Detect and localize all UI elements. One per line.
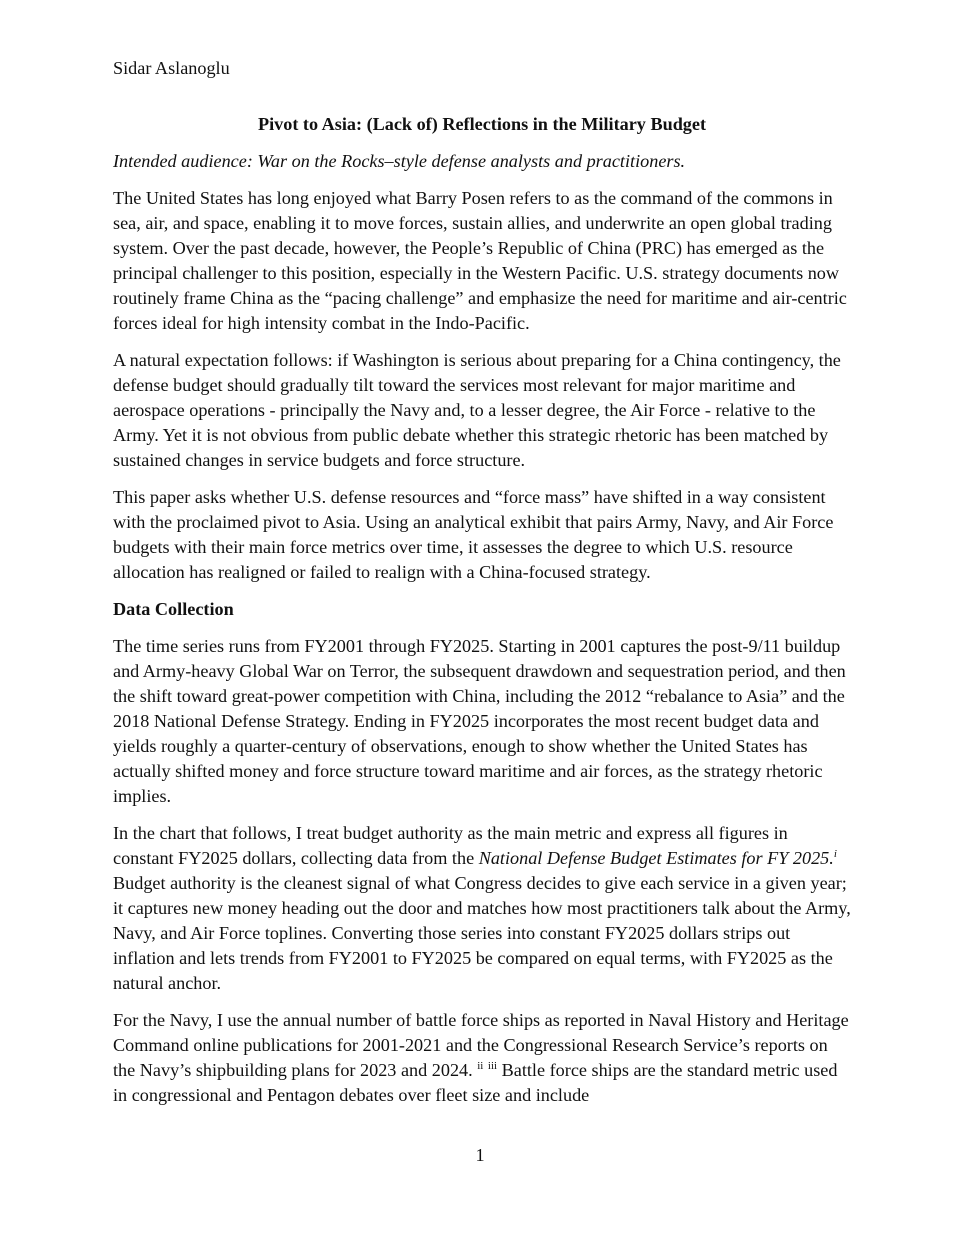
endnote-marker-ii[interactable]: ii bbox=[477, 1059, 484, 1072]
intended-audience: Intended audience: War on the Rocks–style defense analysts and practitioners. bbox=[113, 151, 686, 171]
intro-paragraph-1: The United States has long enjoyed what Barry Posen refers to as the command of the commons in sea, air, and space, enabling it to move forces, sustain allies, and underwrite an open global trading system. Over the past decade, however, the People’s Republic of China (PRC) has emerged as the principal challenger to this position, especially in the Western Pacific. U.S. strategy documents now routinely frame China as the “pacing challenge” and emphasize the need for maritime and air-centric forces ideal for high intensity combat in the Indo-Pacific. bbox=[113, 188, 847, 333]
data-paragraph-navy-ships bbox=[113, 1008, 851, 1108]
source-citation-title: National Defense Budget Estimates for FY 2025. bbox=[478, 848, 834, 868]
page-number: 1 bbox=[475, 1145, 485, 1165]
intro-paragraph-3: This paper asks whether U.S. defense resources and “force mass” have shifted in a way consistent with the proclaimed pivot to Asia. Using an analytical exhibit that pairs Army, Navy, and Air Force budgets with their main force metrics over time, it assesses the degree to which U.S. resource allocation has realigned or failed to realign with a China-focused strategy. bbox=[113, 487, 834, 582]
data-paragraph-timeseries: The time series runs from FY2001 through FY2025. Starting in 2001 captures the post-9/11 buildup and Army-heavy Global War on Terror, the subsequent drawdown and sequestration period, and then the shift toward great-power competition with China, including the 2012 “rebalance to Asia” and the 2018 National Defense Strategy. Ending in FY2025 incorporates the most recent budget data and yields roughly a quarter-century of observations, enough to show whether the United States has actually shifted money and force structure toward maritime and air forces, as the strategy rhetoric implies. bbox=[113, 636, 846, 806]
budget-text-rest: Budget authority is the cleanest signal of what Congress decides to give each service in a given year; it captures new money heading out the door and matches how most practitioners talk about the Army, Navy, and Air Force toplines. Converting those series into constant FY2025 dollars strips out inflation and lets trends from FY2001 to FY2025 be compared on equal terms, with FY2025 as the natural anchor. bbox=[113, 873, 851, 993]
data-paragraph-budget-authority bbox=[113, 821, 851, 996]
endnote-marker-iii[interactable]: iii bbox=[487, 1059, 498, 1072]
intro-paragraph-2: A natural expectation follows: if Washington is serious about preparing for a China contingency, the defense budget should gradually tilt toward the services most relevant for major maritime and aerospace operations - principally the Navy and, to a lesser degree, the Air Force - relative to the Army. Yet it is not obvious from public debate whether this strategic rhetoric has been matched by sustained changes in service budgets and force structure. bbox=[113, 350, 841, 470]
author-name: Sidar Aslanoglu bbox=[113, 58, 230, 78]
endnote-marker-i[interactable]: i bbox=[833, 847, 837, 860]
document-body bbox=[113, 112, 851, 1120]
navy-text-lead: For the Navy, I use the annual number of battle force ships as reported in Naval History and Heritage Command online publications for 2001-2021 and the Congressional Research Service’s reports on the Navy’s shipbuilding plans for 2023 and 2024. bbox=[113, 1010, 849, 1080]
budget-text-lead: In the chart that follows, I treat budget authority as the main metric and express all figures in constant FY2025 dollars, collecting data from the bbox=[113, 823, 788, 868]
section-heading-data-collection: Data Collection bbox=[113, 599, 234, 619]
document-title: Pivot to Asia: (Lack of) Reflections in the Military Budget bbox=[257, 114, 707, 134]
navy-text-rest: Battle force ships are the standard metric used in congressional and Pentagon debates over fleet size and include bbox=[113, 1060, 838, 1105]
